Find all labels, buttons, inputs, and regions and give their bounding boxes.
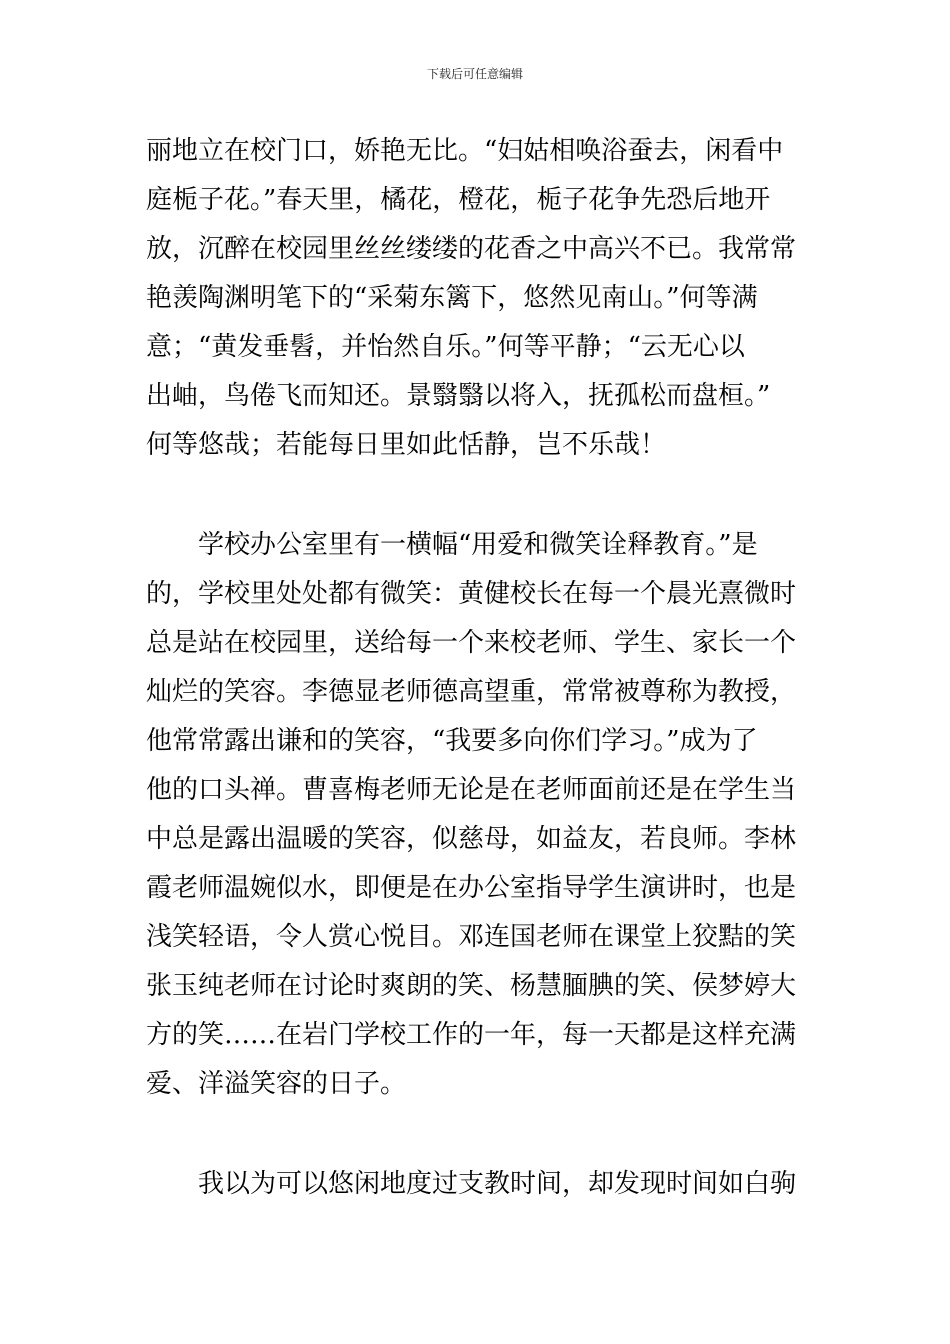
text-line: 爱、洋溢笑容的日子。 [146, 1069, 407, 1099]
text-line: 浅笑轻语，令人赏心悦目。邓连国老师在课堂上狡黠的笑 [146, 922, 797, 952]
text-line: 灿烂的笑容。李德显老师德高望重，常常被尊称为教授， [146, 677, 797, 707]
text-line: 的，学校里处处都有微笑：黄健校长在每一个晨光熹微时 [146, 579, 797, 609]
text-line: 庭栀子花。”春天里，橘花，橙花，栀子花争先恐后地开 [146, 185, 771, 215]
text-line: 丽地立在校门口，娇艳无比。“妇姑相唤浴蚕去，闲看中 [146, 136, 784, 166]
text-line: 艳羡陶渊明笔下的“采菊东篱下，悠然见南山。”何等满 [146, 283, 758, 313]
paragraph-spacer [146, 470, 808, 521]
text-line: 何等悠哉；若能每日里如此恬静，岂不乐哉！ [146, 430, 667, 460]
page-header: 下载后可任意编辑 [426, 67, 523, 81]
paragraph-spacer [146, 1109, 808, 1160]
text-line: 中总是露出温暖的笑容，似慈母，如益友，若良师。李林 [146, 824, 797, 854]
paragraph-1 [146, 127, 808, 470]
paragraph-3 [146, 1160, 808, 1209]
text-line: 总是站在校园里，送给每一个来校老师、学生、家长一个 [146, 628, 797, 658]
text-line: 我以为可以悠闲地度过支教时间，却发现时间如白驹 [198, 1169, 797, 1199]
document-body [146, 127, 808, 1209]
text-line: 方的笑……在岩门学校工作的一年，每一天都是这样充满 [146, 1020, 797, 1050]
text-line: 放，沉醉在校园里丝丝缕缕的花香之中高兴不已。我常常 [146, 234, 797, 264]
paragraph-2 [146, 521, 808, 1109]
text-line: 意；“黄发垂髫，并怡然自乐。”何等平静；“云无心以 [146, 332, 745, 362]
text-line: 张玉纯老师在讨论时爽朗的笑、杨慧腼腆的笑、侯梦婷大 [146, 971, 797, 1001]
text-line: 霞老师温婉似水，即便是在办公室指导学生演讲时，也是 [146, 873, 797, 903]
text-line: 他常常露出谦和的笑容，“我要多向你们学习。”成为了 [146, 726, 758, 756]
text-line: 他的口头禅。曹喜梅老师无论是在老师面前还是在学生当 [146, 775, 797, 805]
text-line: 出岫，鸟倦飞而知还。景翳翳以将入，抚孤松而盘桓。” [146, 381, 771, 411]
text-line: 学校办公室里有一横幅“用爱和微笑诠释教育。”是 [198, 530, 758, 560]
